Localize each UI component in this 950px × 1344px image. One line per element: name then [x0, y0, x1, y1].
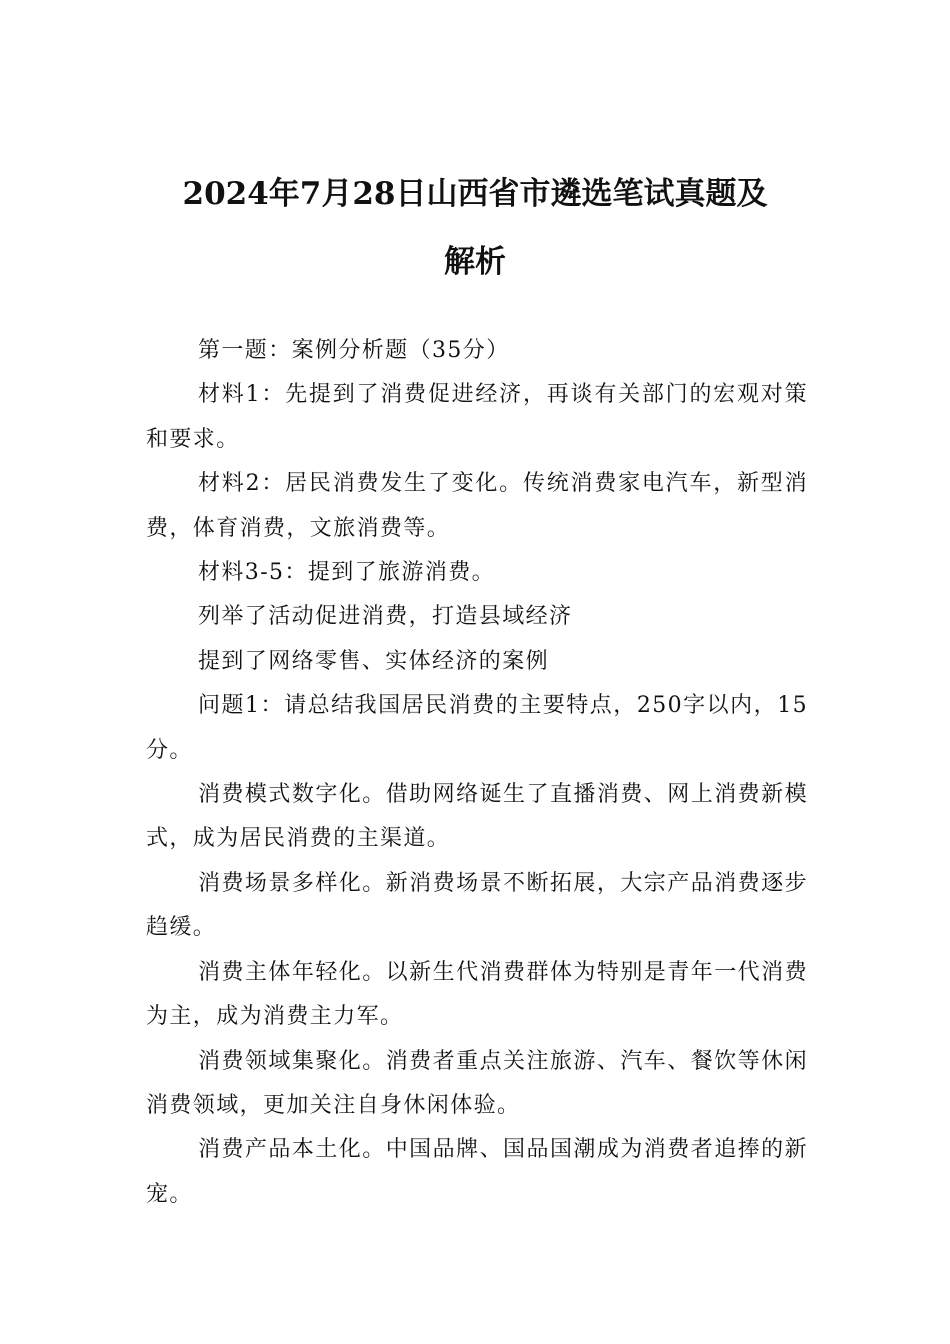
answer-point-scenarios: 消费场景多样化。新消费场景不断拓展，大宗产品消费逐步趋缓。 — [146, 870, 808, 941]
section-heading: 第一题：案例分析题（35分） — [198, 338, 510, 363]
title-line-2: 解析 — [444, 244, 506, 280]
answer-point-clustered: 消费领域集聚化。消费者重点关注旅游、汽车、餐饮等休闲消费领域，更加关注自身休闲体验。 — [146, 1048, 808, 1118]
paragraph-cases: 提到了网络零售、实体经济的案例 — [198, 648, 550, 674]
paragraph-material-1: 材料1：先提到了消费促进经济，再谈有关部门的宏观对策和要求。 — [146, 382, 808, 452]
answer-point-digital: 消费模式数字化。借助网络诞生了直播消费、网上消费新模式，成为居民消费的主渠道。 — [146, 782, 808, 852]
paragraph-material-3-5: 材料3-5：提到了旅游消费。 — [198, 560, 496, 586]
paragraph-material-2: 材料2：居民消费发生了变化。传统消费家电汽车，新型消费，体育消费，文旅消费等。 — [146, 471, 808, 541]
document-body — [146, 329, 808, 1217]
answer-point-localized: 消费产品本土化。中国品牌、国品国潮成为消费者追捧的新宠。 — [146, 1137, 808, 1207]
document-title — [120, 160, 830, 296]
question-1: 问题1：请总结我国居民消费的主要特点，250字以内，15分。 — [146, 693, 808, 763]
paragraph-activities: 列举了活动促进消费，打造县域经济 — [198, 604, 573, 630]
title-line-1: 2024年7月28日山西省市遴选笔试真题及 — [182, 176, 768, 212]
answer-point-young: 消费主体年轻化。以新生代消费群体为特别是青年一代消费为主，成为消费主力军。 — [146, 959, 808, 1030]
